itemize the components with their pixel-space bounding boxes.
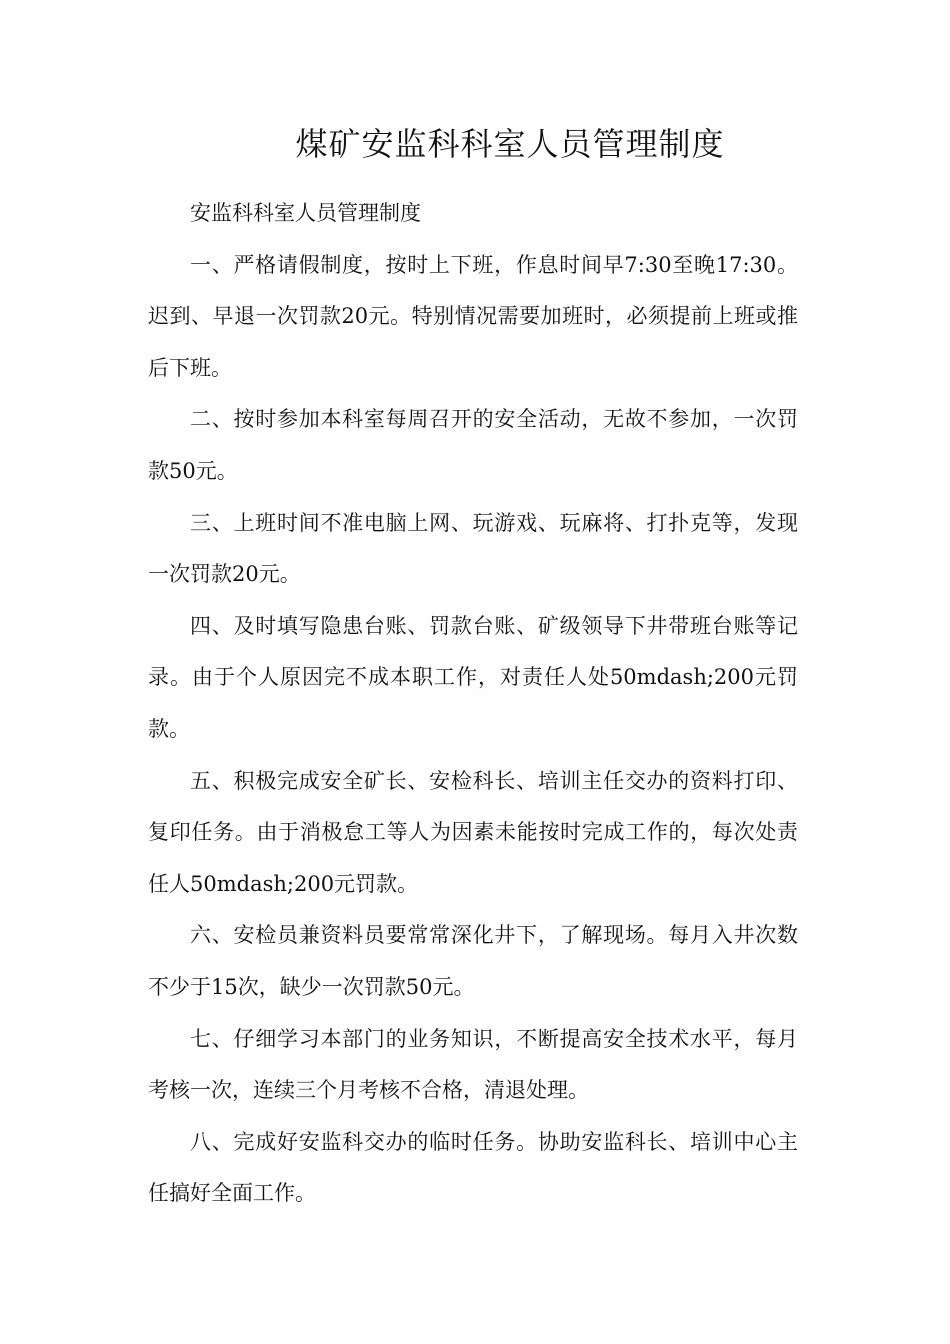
paragraph-subtitle: 安监科科室人员管理制度 (190, 201, 421, 225)
paragraph-rule-3: 三、上班时间不准电脑上网、玩游戏、玩麻将、打扑克等，发现一次罚款20元。 (148, 510, 798, 587)
document-body (148, 188, 798, 1220)
paragraph-rule-6: 六、安检员兼资料员要常常深化井下，了解现场。每月入井次数不少于15次，缺少一次罚款50元。 (148, 923, 798, 999)
paragraph-rule-1: 一、严格请假制度，按时上下班，作息时间早7:30至晚17:30。迟到、早退一次罚款20元。特别情况需要加班时，必须提前上班或推后下班。 (148, 252, 798, 380)
paragraph-rule-2: 二、按时参加本科室每周召开的安全活动，无故不参加，一次罚款50元。 (148, 407, 798, 483)
document-title: 煤矿安监科科室人员管理制度 (295, 125, 725, 163)
paragraph-rule-7: 七、仔细学习本部门的业务知识，不断提高安全技术水平，每月考核一次，连续三个月考核不合格，清退处理。 (148, 1026, 798, 1103)
paragraph-rule-8: 八、完成好安监科交办的临时任务。协助安监科长、培训中心主任搞好全面工作。 (148, 1129, 798, 1206)
paragraph-rule-4: 四、及时填写隐患台账、罚款台账、矿级领导下井带班台账等记录。由于个人原因完不成本职工作，对责任人处50mdash;200元罚款。 (148, 613, 798, 741)
paragraph-rule-5: 五、积极完成安全矿长、安检科长、培训主任交办的资料打印、复印任务。由于消极怠工等人为因素未能按时完成工作的，每次处责任人50mdash;200元罚款。 (148, 768, 798, 896)
